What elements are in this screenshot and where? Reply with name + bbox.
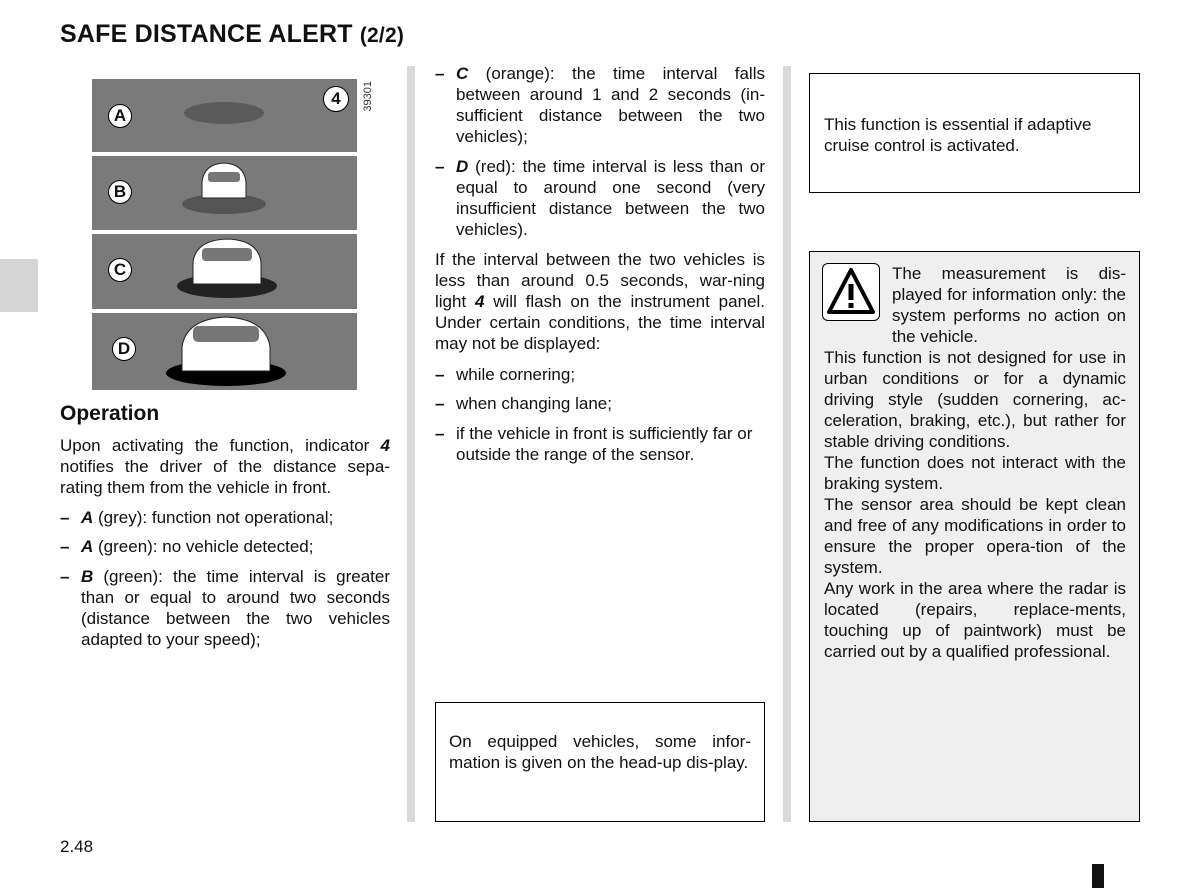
page-edge-marker — [1092, 864, 1104, 888]
panel-a — [92, 79, 357, 152]
panel-letter: B — [108, 180, 132, 204]
warning-lead: The measurement is dis-played for information only: the system performs no action on the vehicle. — [892, 264, 1126, 346]
list-item: – if the vehicle in front is sufficiently far or outside the range of the sensor. — [435, 424, 753, 464]
figure-code: 39301 — [362, 81, 374, 112]
adaptive-cruise-note-box — [809, 73, 1140, 193]
panel-b — [92, 156, 357, 230]
page-title — [60, 20, 404, 49]
warning-light-ref: 4 — [474, 292, 485, 311]
page-title-part: (2/2) — [359, 24, 405, 47]
indicator-4-badge: 4 — [323, 86, 349, 112]
section-heading: Operation — [60, 402, 160, 425]
page-number: 2.48 — [60, 837, 94, 856]
head-up-note: On equipped vehicles, some infor-mation is given on the head-up dis-play. — [449, 732, 751, 772]
distance-alert-figure — [90, 79, 374, 390]
car-large-icon — [92, 313, 357, 390]
column-separator — [783, 66, 791, 822]
operation-intro: Upon activating the function, indicator 4 notifies the driver of the distance sepa-rating them from the vehicle in front. — [60, 436, 390, 497]
list-item: – when changing lane; — [435, 394, 612, 413]
panel-d — [92, 313, 357, 390]
list-item: – A (grey): function not operational; — [60, 508, 334, 527]
list-item: – A (green): no vehicle detected; — [60, 537, 314, 556]
interval-paragraph: If the interval between the two vehicles is less than around 0.5 seconds, war-ning light 4 will flash on the instrument panel. Under certain conditions, the time interval may not be displayed: — [435, 250, 765, 353]
car-small-icon — [92, 156, 357, 230]
list-item: – C (orange): the time interval falls between around 1 and 2 seconds (in-sufficient distance between the two vehicles); — [435, 64, 765, 146]
list-item: – while cornering; — [435, 365, 576, 384]
list-item: – D (red): the time interval is less than or equal to around one second (very insufficient distance between the two vehicles). — [435, 157, 765, 239]
warning-triangle-icon — [822, 263, 880, 321]
side-section-tab — [0, 259, 38, 312]
column-separator — [407, 66, 415, 822]
panel-letter: D — [112, 337, 136, 361]
adaptive-cruise-note: This function is essential if adaptive cruise control is activated. — [824, 115, 1092, 155]
panel-letter: C — [108, 258, 132, 282]
warning-body: This function is not designed for use in urban conditions or for a dynamic driving style (sudden cornering, ac-celeration, braking, etc.), but rather for stable driving conditions. The function does not interact with the braking system. The sensor area should be kept clean and free of any modifications in order to ensure the proper opera-tion of the system. Any work in the area where the radar is located (repairs, replace-ments, touching up of paintwork) must be carried out by a qualified professional. — [824, 348, 1126, 661]
page-title-main: SAFE DISTANCE ALERT — [60, 20, 353, 48]
head-up-note-box — [435, 702, 765, 822]
warning-box — [809, 251, 1140, 822]
shadow-graphic — [92, 79, 357, 152]
list-item: – B (green): the time interval is greater than or equal to around two seconds (distance between the two vehicles adapted to your speed); — [60, 567, 390, 649]
panel-c — [92, 234, 357, 309]
panel-letter: A — [108, 104, 132, 128]
indicator-ref: 4 — [380, 436, 390, 455]
car-medium-icon — [92, 234, 357, 309]
